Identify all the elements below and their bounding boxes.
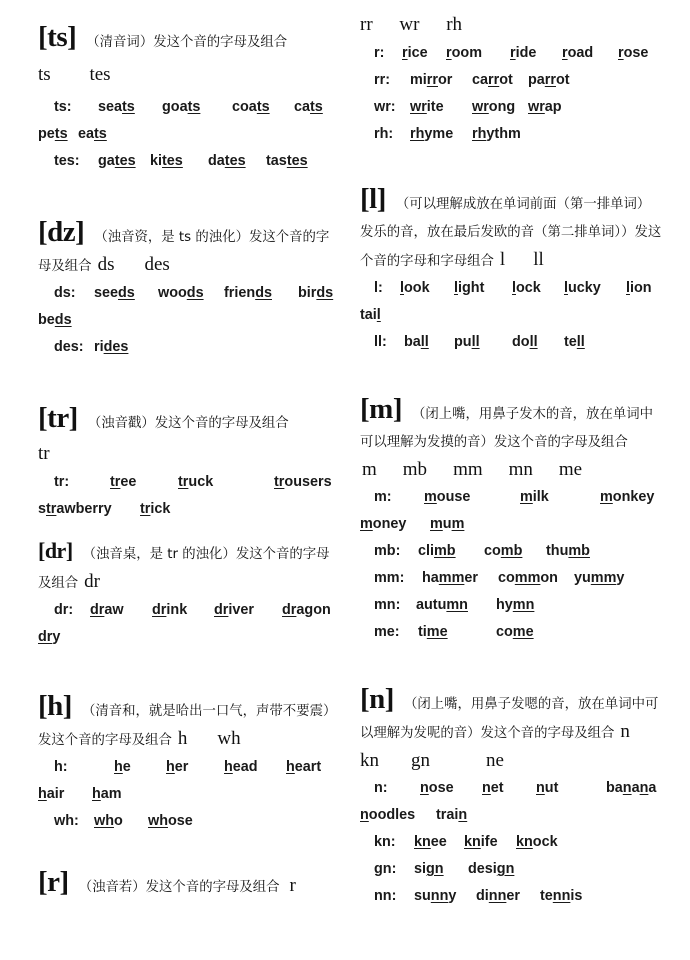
combo: l: [499, 249, 506, 270]
row-label: mm:: [374, 570, 405, 586]
ipa-symbol: [dr]: [38, 538, 73, 563]
word: write: [410, 99, 444, 115]
section-header: [360, 683, 662, 775]
section-n: [360, 683, 662, 910]
combo: mm: [453, 459, 483, 480]
word: knife: [464, 834, 498, 850]
combo: rh: [446, 14, 463, 35]
word: cats: [294, 99, 323, 115]
combo: gn: [411, 750, 430, 771]
section-note: （清音词）发这个音的字母及组合: [86, 35, 288, 50]
combo: ll: [533, 249, 544, 270]
row-label: ts:: [54, 99, 72, 115]
right-column: [360, 10, 662, 910]
section-header: [38, 216, 338, 280]
combo: kn: [360, 750, 379, 771]
word: time: [418, 624, 448, 640]
word: wrong: [472, 99, 516, 115]
word: tree: [110, 474, 137, 490]
word: nut: [536, 780, 559, 796]
word: room: [446, 45, 482, 61]
combo: wr: [399, 14, 420, 35]
word: tell: [564, 334, 585, 350]
combo-list: [38, 439, 338, 469]
section-ts: [38, 21, 338, 175]
word: dry: [38, 629, 61, 645]
word-row: [360, 40, 662, 67]
ipa-symbol: [tr]: [38, 402, 78, 434]
word: whose: [148, 813, 193, 829]
word: rhythm: [472, 126, 521, 142]
word-row: [38, 307, 338, 334]
word-row: [38, 496, 338, 523]
word: lion: [626, 280, 652, 296]
section-tr: [38, 402, 338, 523]
ipa-symbol: [h]: [38, 690, 72, 722]
word: tastes: [266, 153, 308, 169]
word: ham: [92, 786, 122, 802]
row-label: mb:: [374, 543, 401, 559]
word: lock: [512, 280, 541, 296]
ipa-symbol: [m]: [360, 393, 402, 425]
combo: des: [144, 254, 170, 275]
word-row: [38, 148, 338, 175]
word: train: [436, 807, 468, 823]
word: nose: [420, 780, 454, 796]
row-label: r:: [374, 45, 385, 61]
word-row: [360, 94, 662, 121]
word-row: [360, 121, 662, 148]
word: tail: [360, 307, 381, 323]
word-row: [360, 829, 662, 856]
ipa-symbol: [l]: [360, 183, 386, 215]
row-label: ll:: [374, 334, 387, 350]
word: thumb: [546, 543, 590, 559]
combo: tes: [89, 64, 111, 85]
word: rice: [402, 45, 428, 61]
combo: mb: [402, 459, 428, 480]
row-label: l:: [374, 280, 383, 296]
row-label: wh:: [54, 813, 79, 829]
word: heart: [286, 759, 322, 775]
word: seeds: [94, 285, 135, 301]
word: rides: [94, 339, 129, 355]
word: mum: [430, 516, 465, 532]
word: noodles: [360, 807, 416, 823]
word: draw: [90, 602, 124, 618]
word: rhyme: [410, 126, 454, 142]
row-label: ds:: [54, 285, 76, 301]
word-row: [360, 592, 662, 619]
word: coats: [232, 99, 270, 115]
word-row: [360, 802, 662, 829]
combo: tr: [38, 443, 50, 464]
word-row: [38, 469, 338, 496]
ipa-symbol: [ts]: [38, 21, 77, 53]
word: look: [400, 280, 430, 296]
section-header: [38, 866, 338, 901]
word-row: [360, 775, 662, 802]
combo: ne: [486, 750, 504, 771]
word: trousers: [274, 474, 332, 490]
word-row: [38, 624, 338, 651]
row-label: n:: [374, 780, 388, 796]
word: knock: [516, 834, 558, 850]
section-header: [38, 690, 338, 754]
word: lucky: [564, 280, 601, 296]
combo: mn: [508, 459, 533, 480]
word-row: [360, 538, 662, 565]
combo: ds: [97, 254, 115, 275]
section-m: [360, 393, 662, 646]
word-row: [360, 619, 662, 646]
word-row: [360, 883, 662, 910]
word: wrap: [528, 99, 562, 115]
word: her: [166, 759, 189, 775]
word: knee: [414, 834, 447, 850]
section-note: （浊音戳）发这个音的字母及组合: [87, 416, 289, 431]
section-header: [38, 537, 338, 597]
section-note: （清音和，就是哈出一口气，声带不要震）发这个音的字母及组合: [38, 704, 337, 748]
section-dr: [38, 537, 338, 651]
combo: ts: [38, 64, 51, 85]
combo: n: [620, 721, 630, 742]
row-label: mn:: [374, 597, 401, 613]
word: come: [496, 624, 534, 640]
section-note: （可以理解成放在单词前面（第一排单词）发乐的音，放在最后发欧的音（第二排单词））发这个音的字母和字母组合: [360, 197, 662, 269]
word: beds: [38, 312, 72, 328]
word: he: [114, 759, 131, 775]
word: doll: [512, 334, 538, 350]
word: seats: [98, 99, 135, 115]
word: mouse: [424, 489, 471, 505]
combo: dr: [84, 571, 100, 592]
word-row: [38, 121, 338, 148]
word: money: [360, 516, 407, 532]
word: pull: [454, 334, 480, 350]
word: head: [224, 759, 258, 775]
word-row: [360, 275, 662, 302]
word: trick: [140, 501, 171, 517]
section-header: [360, 183, 662, 275]
word: dates: [208, 153, 246, 169]
word-row: [360, 302, 662, 329]
ipa-symbol: [dz]: [38, 216, 85, 248]
word: ball: [404, 334, 429, 350]
word: woods: [158, 285, 204, 301]
combo: h: [177, 728, 188, 749]
word-row: [38, 280, 338, 307]
section-r-continued: [360, 10, 662, 148]
word: hymn: [496, 597, 535, 613]
word: friends: [224, 285, 272, 301]
word-row: [360, 67, 662, 94]
word: carrot: [472, 72, 513, 88]
word: design: [468, 861, 515, 877]
word: sign: [414, 861, 444, 877]
combo: r: [289, 875, 296, 896]
word-row: [38, 808, 338, 835]
word: autumn: [416, 597, 468, 613]
row-label: dr:: [54, 602, 74, 618]
ipa-symbol: [r]: [38, 866, 69, 898]
word-row: [38, 597, 338, 624]
word: pets: [38, 126, 68, 142]
word: driver: [214, 602, 255, 618]
section-note: （浊音桌，是 tr 的浊化）发这个音的字母及组合: [38, 547, 330, 591]
section-header: [38, 402, 338, 437]
word-row: [360, 484, 662, 511]
word: comb: [484, 543, 523, 559]
word: milk: [520, 489, 549, 505]
word: drink: [152, 602, 188, 618]
section-header: [38, 21, 338, 56]
word: truck: [178, 474, 214, 490]
combo-list: [38, 60, 338, 90]
word: ride: [510, 45, 537, 61]
word: climb: [418, 543, 456, 559]
combo: me: [558, 459, 583, 480]
row-label: rr:: [374, 72, 390, 88]
row-label: rh:: [374, 126, 394, 142]
section-dz: [38, 216, 338, 361]
row-label: h:: [54, 759, 68, 775]
word: gates: [98, 153, 136, 169]
word: eats: [78, 126, 107, 142]
word: road: [562, 45, 594, 61]
row-label: nn:: [374, 888, 397, 904]
section-note: （浊音若）发这个音的字母及组合: [78, 880, 280, 895]
section-r: [38, 866, 338, 901]
word: sunny: [414, 888, 457, 904]
word-row: [38, 781, 338, 808]
row-label: me:: [374, 624, 400, 640]
row-label: des:: [54, 339, 84, 355]
ipa-symbol: [n]: [360, 683, 394, 715]
word: dinner: [476, 888, 520, 904]
word: net: [482, 780, 504, 796]
row-label: tes:: [54, 153, 80, 169]
left-column: [38, 21, 338, 901]
combo: m: [362, 459, 377, 480]
word: birds: [298, 285, 334, 301]
word: monkey: [600, 489, 655, 505]
word: hair: [38, 786, 65, 802]
row-label: tr:: [54, 474, 70, 490]
row-label: wr:: [374, 99, 396, 115]
word: hammer: [422, 570, 478, 586]
section-note: （闭上嘴，用鼻子发木的音，放在单词中可以理解为发摸的音）发这个音的字母及组合: [360, 407, 654, 450]
row-label: kn:: [374, 834, 396, 850]
word-row: [38, 94, 338, 121]
word-row: [38, 754, 338, 781]
row-label: gn:: [374, 861, 397, 877]
word: banana: [606, 780, 657, 796]
word: common: [498, 570, 558, 586]
word: rose: [618, 45, 649, 61]
word: parrot: [528, 72, 570, 88]
combo-list: [360, 10, 662, 40]
word-row: [38, 334, 338, 361]
section-header: [360, 393, 662, 484]
word: dragon: [282, 602, 331, 618]
word-row: [360, 856, 662, 883]
word: light: [454, 280, 485, 296]
word-row: [360, 511, 662, 538]
word: mirror: [410, 72, 453, 88]
section-l: [360, 183, 662, 356]
word: yummy: [574, 570, 625, 586]
word: tennis: [540, 888, 583, 904]
word: strawberry: [38, 501, 112, 517]
word-row: [360, 565, 662, 592]
section-note: （浊音资，是 ts 的浊化）发这个音的字母及组合: [38, 230, 330, 274]
section-note: （闭上嘴，用鼻子发嗯的音，放在单词中可以理解为发呢的音）发这个音的字母及组合: [360, 697, 659, 741]
combo: rr: [360, 14, 373, 35]
word-row: [360, 329, 662, 356]
combo: wh: [217, 728, 241, 749]
row-label: m:: [374, 489, 392, 505]
word: kites: [150, 153, 183, 169]
section-h: [38, 690, 338, 835]
word: goats: [162, 99, 201, 115]
word: who: [94, 813, 123, 829]
